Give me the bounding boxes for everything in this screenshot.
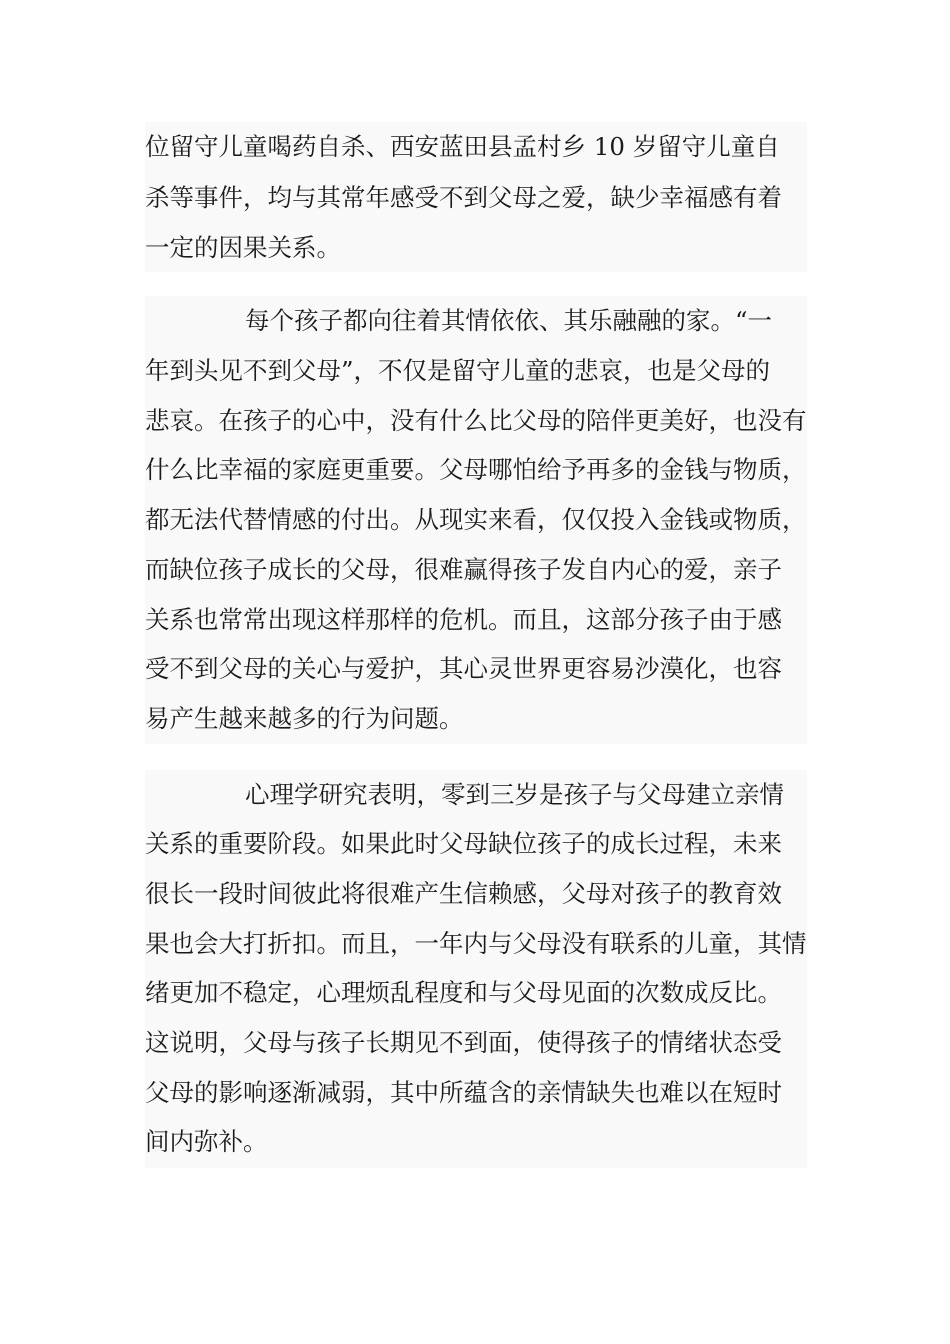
paragraph-line: 每个孩子都向往着其情依依、其乐融融的家。“一 bbox=[245, 306, 773, 335]
paragraph-1 bbox=[145, 122, 807, 272]
paragraph-3 bbox=[145, 770, 807, 1168]
paragraph-line: 这说明，父母与孩子长期见不到面，使得孩子的情绪状态受 bbox=[145, 1028, 782, 1057]
paragraph-line: 很长一段时间彼此将很难产生信赖感，父母对孩子的教育效 bbox=[145, 879, 782, 908]
paragraph-line: 关系的重要阶段。如果此时父母缺位孩子的成长过程，未来 bbox=[145, 829, 782, 858]
paragraph-line: 什么比幸福的家庭更重要。父母哪怕给予再多的金钱与物质， bbox=[145, 455, 807, 484]
paragraph-2 bbox=[145, 296, 807, 744]
paragraph-line: 间内弥补。 bbox=[145, 1127, 268, 1156]
paragraph-line: 心理学研究表明，零到三岁是孩子与父母建立亲情 bbox=[245, 780, 784, 809]
paragraph-line: 关系也常常出现这样那样的危机。而且，这部分孩子由于感 bbox=[145, 605, 782, 634]
paragraph-line: 位留守儿童喝药自杀、西安蓝田县孟村乡 10 岁留守儿童自 bbox=[145, 132, 780, 161]
paragraph-line: 而缺位孩子成长的父母，很难赢得孩子发自内心的爱，亲子 bbox=[145, 555, 782, 584]
paragraph-line: 年到头见不到父母”，不仅是留守儿童的悲哀，也是父母的 bbox=[145, 356, 771, 385]
paragraph-line: 绪更加不稳定，心理烦乱程度和与父母见面的次数成反比。 bbox=[145, 978, 782, 1007]
paragraph-line: 悲哀。在孩子的心中，没有什么比父母的陪伴更美好，也没有 bbox=[145, 406, 807, 435]
paragraph-line: 果也会大打折扣。而且，一年内与父母没有联系的儿童，其情 bbox=[145, 929, 807, 958]
paragraph-line: 受不到父母的关心与爱护，其心灵世界更容易沙漠化，也容 bbox=[145, 654, 782, 683]
paragraph-line: 都无法代替情感的付出。从现实来看，仅仅投入金钱或物质， bbox=[145, 505, 807, 534]
paragraph-line: 杀等事件，均与其常年感受不到父母之爱，缺少幸福感有着 bbox=[145, 183, 782, 212]
paragraph-line: 易产生越来越多的行为问题。 bbox=[145, 704, 464, 733]
paragraph-line: 父母的影响逐渐减弱，其中所蕴含的亲情缺失也难以在短时 bbox=[145, 1078, 782, 1107]
paragraph-line: 一定的因果关系。 bbox=[145, 233, 341, 262]
